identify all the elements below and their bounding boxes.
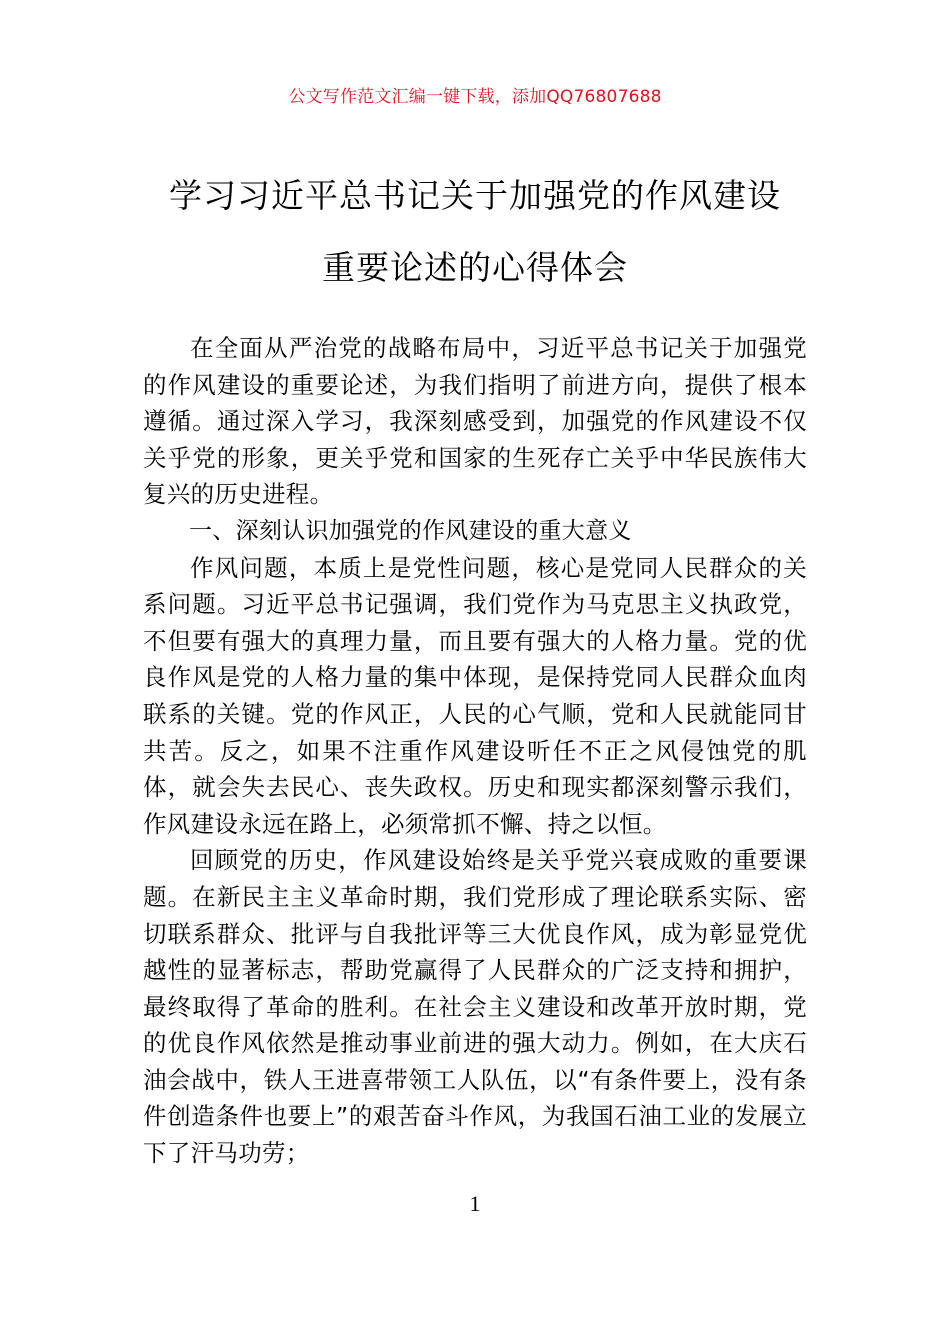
page-number: 1 — [469, 1191, 481, 1216]
title-line-2: 重要论述的心得体会 — [322, 248, 628, 287]
document-body — [143, 330, 807, 1172]
intro-paragraph: 在全面从严治党的战略布局中，习近平总书记关于加强党的作风建设的重要论述，为我们指明了前进方向，提供了根本遵循。通过深入学习，我深刻感受到，加强党的作风建设不仅关乎党的形象，更关乎党和国家的生死存亡关乎中华民族伟大复兴的历史进程。 — [143, 334, 807, 509]
body-paragraph: 作风问题，本质上是党性问题，核心是党同人民群众的关系问题。习近平总书记强调，我们党作为马克思主义执政党，不但要有强大的真理力量，而且要有强大的人格力量。党的优良作风是党的人格力量的集中体现，是保持党同人民群众血肉联系的关键。党的作风正，人民的心气顺，党和人民就能同甘共苦。反之，如果不注重作风建设听任不正之风侵蚀党的肌体，就会失去民心、丧失政权。历史和现实都深刻警示我们，作风建设永远在路上，必须常抓不懈、持之以恒。 — [143, 553, 807, 838]
body-paragraph: 回顾党的历史，作风建设始终是关乎党兴衰成败的重要课题。在新民主主义革命时期，我们党形成了理论联系实际、密切联系群众、批评与自我批评等三大优良作风，成为彰显党优越性的显著标志，帮助党赢得了人民群众的广泛支持和拥护，最终取得了革命的胜利。在社会主义建设和改革开放时期，党的优良作风依然是推动事业前进的强大动力。例如，在大庆石油会战中，铁人王进喜带领工人队伍，以“有条件要上，没有条件创造条件也要上”的艰苦奋斗作风，为我国石油工业的发展立下了汗马功劳； — [143, 846, 807, 1168]
section-heading: 一、深刻认识加强党的作风建设的重大意义 — [189, 517, 632, 544]
promo-banner: 公文写作范文汇编一键下载，添加QQ76807688 — [288, 87, 662, 107]
title-line-1: 学习习近平总书记关于加强党的作风建设 — [169, 176, 781, 215]
document-title — [100, 160, 850, 304]
